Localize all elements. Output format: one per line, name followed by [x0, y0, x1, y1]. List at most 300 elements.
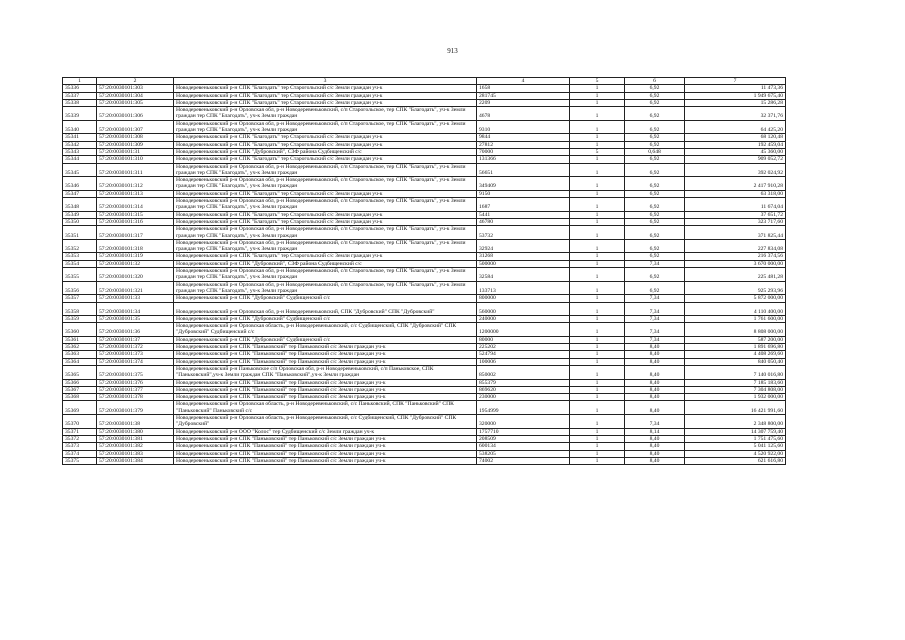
header-row: [63, 78, 786, 85]
cadastral-value: 840 050,40: [685, 358, 786, 365]
cadastral-value: 371 825,44: [685, 226, 786, 240]
area-value: 855379: [477, 379, 570, 386]
table-row: [63, 450, 786, 457]
header-cell: 1: [63, 78, 97, 85]
cadastral-number: 57:20:0030101:381: [97, 435, 174, 442]
row-number: 35367: [63, 386, 97, 393]
area-value: 281745: [477, 92, 570, 99]
area-value: 1658: [477, 85, 570, 92]
row-number: 35347: [63, 190, 97, 197]
cadastral-value: 7 140 016,80: [685, 365, 786, 379]
address-description: Новодеревеньковский р-н СПК "Паньковский" тер Паньковский с/с Земли граждан уч-к: [174, 351, 477, 358]
row-number: 35357: [63, 295, 97, 302]
cadastral-number: 57:20:0030101:316: [97, 218, 174, 225]
table-row: [63, 268, 786, 282]
address-description: Новодеревеньковский р-н СПК "Благодать" тер Старогольский с/с Земли граждан уч-к: [174, 92, 477, 99]
coefficient-value: 1: [570, 85, 625, 92]
cadastral-number: 57:20:0030101:32: [97, 260, 174, 267]
row-number: 35337: [63, 92, 97, 99]
address-description: Новодеревеньковский р-н СПК "Благодать" тер Старогольский с/с Земли граждан уч-к: [174, 218, 477, 225]
table-row: [63, 141, 786, 148]
row-number: 35375: [63, 457, 97, 464]
area-value: 32584: [477, 268, 570, 282]
coefficient-value: 1: [570, 177, 625, 191]
cadastral-number: 57:20:0030101:319: [97, 253, 174, 260]
rate-value: 7,34: [625, 323, 685, 337]
row-number: 35339: [63, 107, 97, 121]
address-description: Новодеревеньковский р-н СПК "Дубровский", СЗФ района Судбищенский с/с: [174, 260, 477, 267]
cadastral-value: 4 520 922,00: [685, 450, 786, 457]
address-description: Новодеревеньковский р-н СПК "Паньковский" тер Паньковский с/с Земли граждан уч-к: [174, 344, 477, 351]
address-description: Новодеревеньковский р-н Орловская обл, р-н Новодеревеньковский, с/п Старогольское, тер СПК "Благодать", уч-к Земли граждан тер СПК "Благодать", уч-к Земли граждан: [174, 226, 477, 240]
rate-value: 6,92: [625, 253, 685, 260]
row-number: 35336: [63, 85, 97, 92]
area-value: 80000: [477, 336, 570, 343]
table-row: [63, 443, 786, 450]
table-row: [63, 295, 786, 302]
coefficient-value: 1: [570, 302, 625, 315]
table-row: [63, 394, 786, 401]
area-value: 5441: [477, 211, 570, 218]
area-value: 1757710: [477, 428, 570, 435]
table-row: [63, 428, 786, 435]
area-value: 320000: [477, 415, 570, 429]
row-number: 35373: [63, 443, 97, 450]
row-number: 35349: [63, 211, 97, 218]
coefficient-value: 1: [570, 134, 625, 141]
cadastral-number: 57:20:0030101:376: [97, 379, 174, 386]
address-description: Новодеревеньковский р-н Орловская обл, р-н Новодеревеньковский, с/п Старогольское, тер СПК "Благодать", уч-к Земли граждан тер СПК "Благодать", уч-к Земли граждан: [174, 107, 477, 121]
address-description: Новодеревеньковский р-н СПК "Паньковский" тер Паньковский с/с Земли граждан уч-к: [174, 457, 477, 464]
area-value: 53732: [477, 226, 570, 240]
cadastral-value: 45 360,00: [685, 148, 786, 155]
cadastral-number: 57:20:0030101:380: [97, 428, 174, 435]
table-row: [63, 211, 786, 218]
rate-value: 6,92: [625, 198, 685, 212]
cadastral-value: 7 185 183,60: [685, 379, 786, 386]
area-value: 100006: [477, 358, 570, 365]
rate-value: 8,40: [625, 351, 685, 358]
coefficient-value: 1: [570, 260, 625, 267]
area-value: 133713: [477, 281, 570, 295]
row-number: 35366: [63, 379, 97, 386]
area-value: 32924: [477, 239, 570, 253]
address-description: Новодеревеньковский р-н СПК "Благодать" тер Старогольский с/с Земли граждан уч-к: [174, 99, 477, 106]
cadastral-number: 57:20:0030101:38: [97, 415, 174, 429]
area-value: 74002: [477, 457, 570, 464]
cadastral-number: 57:20:0030101:34: [97, 302, 174, 315]
area-value: 230000: [477, 394, 570, 401]
cadastral-value: 3 670 000,00: [685, 260, 786, 267]
row-number: 35338: [63, 99, 97, 106]
cadastral-number: 57:20:0030101:37: [97, 336, 174, 343]
table-row: [63, 401, 786, 415]
cadastral-number: 57:20:0030101:308: [97, 134, 174, 141]
row-number: 35370: [63, 415, 97, 429]
coefficient-value: 1: [570, 107, 625, 121]
row-number: 35340: [63, 120, 97, 134]
row-number: 35354: [63, 260, 97, 267]
cadastral-value: 5 041 125,60: [685, 443, 786, 450]
cadastral-value: 11 473,36: [685, 85, 786, 92]
coefficient-value: 1: [570, 450, 625, 457]
cadastral-number: 57:20:0030101:378: [97, 394, 174, 401]
cadastral-number: 57:20:0030101:310: [97, 156, 174, 163]
row-number: 35362: [63, 344, 97, 351]
coefficient-value: 1: [570, 239, 625, 253]
cadastral-number: 57:20:0030101:31: [97, 148, 174, 155]
rate-value: 8,40: [625, 358, 685, 365]
cadastral-value: 63 318,00: [685, 190, 786, 197]
address-description: Новодеревеньковский р-н СПК "Паньковский" тер Паньковский с/с Земли граждан уч-к: [174, 394, 477, 401]
table-row: [63, 190, 786, 197]
address-description: Новодеревеньковский р-н СПК "Паньковский" тер Паньковский с/с Земли граждан уч-к: [174, 443, 477, 450]
area-value: 538205: [477, 450, 570, 457]
address-description: Новодеревеньковский р-н Орловская обл, р-н Новодеревеньковский, с/п Старогольское, тер СПК "Благодать", уч-к Земли граждан тер СПК "Благодать", уч-к Земли граждан: [174, 239, 477, 253]
rate-value: 8,40: [625, 379, 685, 386]
area-value: 850002: [477, 365, 570, 379]
coefficient-value: 1: [570, 401, 625, 415]
address-description: Новодеревеньковский р-н Орловская область, р-н Новодеревеньковский, с/с Паньковский, СПК "Паньковский" СПК "Паньковский" Паньковский с/с: [174, 401, 477, 415]
address-description: Новодеревеньковский р-н Орловская область, р-н Новодеревеньковский, с/с Судбищенский, СПК "Дубровский" СПК "Дубровский" Судбищенский с/с: [174, 323, 477, 337]
cadastral-value: 925 293,96: [685, 281, 786, 295]
coefficient-value: 1: [570, 211, 625, 218]
coefficient-value: 1: [570, 253, 625, 260]
area-value: 1200000: [477, 323, 570, 337]
cadastral-value: 11 674,04: [685, 198, 786, 212]
header-cell: 5: [570, 78, 625, 85]
area-value: 600134: [477, 443, 570, 450]
rate-value: 8,40: [625, 457, 685, 464]
rate-value: 7,34: [625, 302, 685, 315]
table-row: [63, 85, 786, 92]
address-description: Новодеревеньковский р-н СПК "Паньковский" тер Паньковский с/с Земли граждан уч-к: [174, 386, 477, 393]
table-row: [63, 379, 786, 386]
rate-value: 7,34: [625, 295, 685, 302]
area-value: 1954999: [477, 401, 570, 415]
coefficient-value: 1: [570, 386, 625, 393]
cadastral-number: 57:20:0030101:321: [97, 281, 174, 295]
cadastral-value: 227 834,08: [685, 239, 786, 253]
header-cell: 6: [625, 78, 685, 85]
coefficient-value: 1: [570, 198, 625, 212]
area-value: 349409: [477, 177, 570, 191]
rate-value: 0,648: [625, 148, 685, 155]
coefficient-value: 1: [570, 218, 625, 225]
rate-value: 8,40: [625, 365, 685, 379]
coefficient-value: 1: [570, 295, 625, 302]
area-value: 800000: [477, 295, 570, 302]
rate-value: 7,34: [625, 260, 685, 267]
cadastral-number: 57:20:0030101:384: [97, 457, 174, 464]
address-description: Новодеревеньковский р-н СПК "Паньковский" тер Паньковский с/с Земли граждан уч-к: [174, 450, 477, 457]
rate-value: 6,92: [625, 92, 685, 99]
address-description: Новодеревеньковский р-н Орловская обл, р-н Новодеревеньковский, с/п Старогольское, тер СПК "Благодать", уч-к Земли граждан тер СПК "Благодать", уч-к Земли граждан: [174, 198, 477, 212]
coefficient-value: 5: [570, 148, 625, 155]
rate-value: 7,34: [625, 315, 685, 322]
cadastral-value: 68 120,48: [685, 134, 786, 141]
header-cell: 3: [174, 78, 477, 85]
table-row: [63, 302, 786, 315]
cadastral-number: 57:20:0030101:312: [97, 177, 174, 191]
rate-value: 6,92: [625, 85, 685, 92]
cadastral-value: 5 872 000,00: [685, 295, 786, 302]
rate-value: 6,92: [625, 134, 685, 141]
cadastral-number: 57:20:0030101:317: [97, 226, 174, 240]
table-row: [63, 253, 786, 260]
cadastral-number: 57:20:0030101:309: [97, 141, 174, 148]
table-row: [63, 198, 786, 212]
address-description: Новодеревеньковский р-н Паньковское с/п Орловская обл, р-н Новодеревеньковский, с/п Паньковское, СПК "Паньковский",уч-к Земли граждан СПК "Паньковский",уч-к Земли граждан: [174, 365, 477, 379]
address-description: Новодеревеньковский р-н Орловская обл, р-н Новодеревеньковский, СПК "Дубровский" СПК "Дубровский": [174, 302, 477, 315]
address-description: Новодеревеньковский р-н СПК "Паньковский" тер Паньковский с/с Земли граждан уч-к: [174, 358, 477, 365]
row-number: 35353: [63, 253, 97, 260]
coefficient-value: 1: [570, 156, 625, 163]
rate-value: 6,92: [625, 218, 685, 225]
table-row: [63, 239, 786, 253]
header-cell: 7: [685, 78, 786, 85]
table-row: [63, 323, 786, 337]
coefficient-value: 1: [570, 163, 625, 177]
row-number: 35360: [63, 323, 97, 337]
rate-value: 6,92: [625, 211, 685, 218]
coefficient-value: 1: [570, 443, 625, 450]
row-number: 35374: [63, 450, 97, 457]
table-row: [63, 457, 786, 464]
cadastral-value: 1 761 600,00: [685, 315, 786, 322]
row-number: 35342: [63, 141, 97, 148]
row-number: 35355: [63, 268, 97, 282]
table-row: [63, 148, 786, 155]
table-row: [63, 281, 786, 295]
address-description: Новодеревеньковский р-н Орловская область, р-н Новодеревеньковский, с/с Судбищенский, СПК "Дубровский" СПК "Дубровский": [174, 415, 477, 429]
table-row: [63, 358, 786, 365]
cadastral-value: 14 307 759,40: [685, 428, 786, 435]
row-number: 35343: [63, 148, 97, 155]
row-number: 35372: [63, 435, 97, 442]
address-description: Новодеревеньковский р-н СПК "Благодать" тер Старогольский с/с Земли граждан уч-к: [174, 134, 477, 141]
rate-value: 6,92: [625, 281, 685, 295]
row-number: 35368: [63, 394, 97, 401]
table-row: [63, 344, 786, 351]
rate-value: 8,40: [625, 443, 685, 450]
cadastral-value: 1 932 000,00: [685, 394, 786, 401]
row-number: 35350: [63, 218, 97, 225]
page-number: 913: [447, 47, 458, 55]
table-row: [63, 351, 786, 358]
address-description: Новодеревеньковский р-н Орловская обл, р-н Новодеревеньковский, с/п Старогольское, тер СПК "Благодать", уч-к Земли граждан тер СПК "Благодать", уч-к Земли граждан: [174, 163, 477, 177]
rate-value: 8,40: [625, 386, 685, 393]
coefficient-value: 1: [570, 435, 625, 442]
cadastral-number: 57:20:0030101:307: [97, 120, 174, 134]
cadastral-number: 57:20:0030101:374: [97, 358, 174, 365]
area-value: 9310: [477, 120, 570, 134]
table-row: [63, 315, 786, 322]
table-row: [63, 415, 786, 429]
row-number: 35359: [63, 315, 97, 322]
rate-value: 6,92: [625, 141, 685, 148]
table-row: [63, 218, 786, 225]
rate-value: 8,40: [625, 344, 685, 351]
area-value: 208509: [477, 435, 570, 442]
coefficient-value: 1: [570, 141, 625, 148]
cadastral-number: 57:20:0030101:383: [97, 450, 174, 457]
coefficient-value: 1: [570, 268, 625, 282]
address-description: Новодеревеньковский р-н ООО "Колос" тер Судбищенский с/с Земли граждан уч-к: [174, 428, 477, 435]
cadastral-value: 909 052,72: [685, 156, 786, 163]
coefficient-value: 1: [570, 358, 625, 365]
cadastral-value: 192 459,04: [685, 141, 786, 148]
rate-value: 8,40: [625, 401, 685, 415]
address-description: Новодеревеньковский р-н Орловская обл, р-н Новодеревеньковский, с/п Старогольское, тер СПК "Благодать", уч-к Земли граждан тер СПК "Благодать", уч-к Земли граждан: [174, 268, 477, 282]
table-row: [63, 435, 786, 442]
cadastral-value: 7 304 808,00: [685, 386, 786, 393]
row-number: 35348: [63, 198, 97, 212]
rate-value: 7,34: [625, 336, 685, 343]
rate-value: 8,40: [625, 394, 685, 401]
coefficient-value: 1: [570, 379, 625, 386]
table-row: [63, 107, 786, 121]
table-row: [63, 134, 786, 141]
cadastral-number: 57:20:0030101:379: [97, 401, 174, 415]
row-number: 35351: [63, 226, 97, 240]
coefficient-value: 1: [570, 120, 625, 134]
area-value: 4678: [477, 107, 570, 121]
address-description: Новодеревеньковский р-н СПК "Благодать" тер Старогольский с/с Земли граждан уч-к: [174, 141, 477, 148]
row-number: 35346: [63, 177, 97, 191]
cadastral-number: 57:20:0030101:36: [97, 323, 174, 337]
area-value: 27812: [477, 141, 570, 148]
table-row: [63, 226, 786, 240]
address-description: Новодеревеньковский р-н СПК "Дубровский" Судбищенский с/с: [174, 295, 477, 302]
cadastral-number: 57:20:0030101:318: [97, 239, 174, 253]
table-row: [63, 336, 786, 343]
row-number: 35344: [63, 156, 97, 163]
cadastral-value: 4 408 269,60: [685, 351, 786, 358]
cadastral-number: 57:20:0030101:33: [97, 295, 174, 302]
register-table: [62, 77, 786, 465]
rate-value: 7,34: [625, 415, 685, 429]
area-value: 560000: [477, 302, 570, 315]
coefficient-value: 1: [570, 365, 625, 379]
coefficient-value: 1: [570, 92, 625, 99]
cadastral-number: 57:20:0030101:313: [97, 190, 174, 197]
rate-value: 8,14: [625, 428, 685, 435]
rate-value: 6,92: [625, 177, 685, 191]
cadastral-number: 57:20:0030101:304: [97, 92, 174, 99]
table-row: [63, 120, 786, 134]
cadastral-number: 57:20:0030101:306: [97, 107, 174, 121]
cadastral-number: 57:20:0030101:320: [97, 268, 174, 282]
table-row: [63, 386, 786, 393]
cadastral-number: 57:20:0030101:305: [97, 99, 174, 106]
coefficient-value: 1: [570, 336, 625, 343]
area-value: 240000: [477, 315, 570, 322]
address-description: Новодеревеньковский р-н СПК "Дубровский" Судбищенский с/с: [174, 336, 477, 343]
rate-value: 6,92: [625, 190, 685, 197]
row-number: 35358: [63, 302, 97, 315]
coefficient-value: 1: [570, 99, 625, 106]
table-row: [63, 365, 786, 379]
coefficient-value: 1: [570, 323, 625, 337]
coefficient-value: 1: [570, 428, 625, 435]
address-description: Новодеревеньковский р-н СПК "Благодать" тер Старогольский с/с Земли граждан уч-к: [174, 156, 477, 163]
cadastral-value: 4 110 400,00: [685, 302, 786, 315]
area-value: 70000: [477, 148, 570, 155]
address-description: Новодеревеньковский р-н СПК "Благодать" тер Старогольский с/с Земли граждан уч-к: [174, 253, 477, 260]
row-number: 35341: [63, 134, 97, 141]
cadastral-value: 1 949 675,40: [685, 92, 786, 99]
cadastral-number: 57:20:0030101:314: [97, 198, 174, 212]
cadastral-value: 225 481,28: [685, 268, 786, 282]
rate-value: 8,40: [625, 435, 685, 442]
cadastral-value: 64 425,20: [685, 120, 786, 134]
coefficient-value: 1: [570, 394, 625, 401]
address-description: Новодеревеньковский р-н СПК "Благодать" тер Старогольский с/с Земли граждан уч-к: [174, 190, 477, 197]
cadastral-value: 621 616,80: [685, 457, 786, 464]
area-value: 46780: [477, 218, 570, 225]
cadastral-value: 32 371,76: [685, 107, 786, 121]
row-number: 35356: [63, 281, 97, 295]
row-number: 35345: [63, 163, 97, 177]
row-number: 35352: [63, 239, 97, 253]
area-value: 500000: [477, 260, 570, 267]
rate-value: 6,92: [625, 268, 685, 282]
cadastral-value: 587 200,00: [685, 336, 786, 343]
address-description: Новодеревеньковский р-н СПК "Благодать" тер Старогольский с/с Земли граждан уч-к: [174, 211, 477, 218]
header-cell: 2: [97, 78, 174, 85]
table-row: [63, 163, 786, 177]
cadastral-number: 57:20:0030101:303: [97, 85, 174, 92]
address-description: Новодеревеньковский р-н СПК "Паньковский" тер Паньковский с/с Земли граждан уч-к: [174, 435, 477, 442]
row-number: 35371: [63, 428, 97, 435]
table-row: [63, 99, 786, 106]
cadastral-value: 16 421 991,60: [685, 401, 786, 415]
cadastral-number: 57:20:0030101:315: [97, 211, 174, 218]
area-value: 9844: [477, 134, 570, 141]
row-number: 35369: [63, 401, 97, 415]
address-description: Новодеревеньковский р-н СПК "Дубровский" Судбищенский с/с: [174, 315, 477, 322]
rate-value: 6,92: [625, 99, 685, 106]
address-description: Новодеревеньковский р-н Орловская обл, р-н Новодеревеньковский, с/п Старогольское, тер СПК "Благодать", уч-к Земли граждан тер СПК "Благодать", уч-к Земли граждан: [174, 177, 477, 191]
cadastral-number: 57:20:0030101:372: [97, 344, 174, 351]
area-value: 524794: [477, 351, 570, 358]
rate-value: 6,92: [625, 239, 685, 253]
coefficient-value: 1: [570, 226, 625, 240]
row-number: 35363: [63, 351, 97, 358]
row-number: 35365: [63, 365, 97, 379]
area-value: 31268: [477, 253, 570, 260]
cadastral-value: 392 024,92: [685, 163, 786, 177]
cadastral-number: 57:20:0030101:35: [97, 315, 174, 322]
cadastral-value: 15 286,28: [685, 99, 786, 106]
table-row: [63, 177, 786, 191]
rate-value: 6,92: [625, 163, 685, 177]
row-number: 35361: [63, 336, 97, 343]
area-value: 131366: [477, 156, 570, 163]
cadastral-number: 57:20:0030101:382: [97, 443, 174, 450]
coefficient-value: 1: [570, 415, 625, 429]
table-row: [63, 260, 786, 267]
coefficient-value: 1: [570, 457, 625, 464]
table-row: [63, 92, 786, 99]
cadastral-value: 216 374,56: [685, 253, 786, 260]
area-value: 1687: [477, 198, 570, 212]
rate-value: 6,92: [625, 120, 685, 134]
header-cell: 4: [477, 78, 570, 85]
address-description: Новодеревеньковский р-н СПК "Благодать" тер Старогольский с/с Земли граждан уч-к: [174, 85, 477, 92]
rate-value: 6,92: [625, 156, 685, 163]
